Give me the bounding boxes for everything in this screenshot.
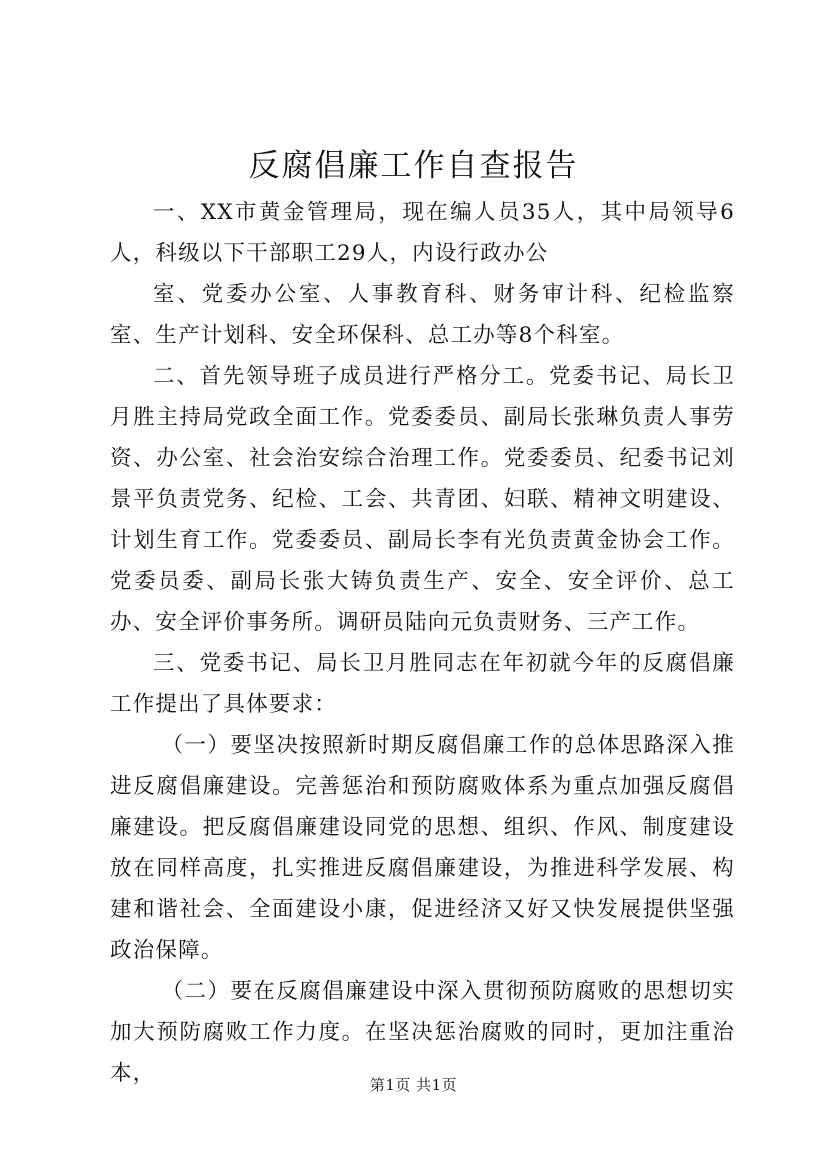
paragraph-4: 三、党委书记、局长卫月胜同志在年初就今年的反腐倡廉工作提出了具体要求： [110,651,735,717]
document-title: 反腐倡廉工作自查报告 [248,148,579,184]
paragraph-6: （二）要在反腐倡廉建设中深入贯彻预防腐败的思想切实加大预防腐败工作力度。在坚决惩治腐败的同时，更加注重治本， [110,979,735,1086]
paragraph-5: （一）要坚决按照新时期反腐倡廉工作的总体思路深入推进反腐倡廉建设。完善惩治和预防腐败体系为重点加强反腐倡廉建设。把反腐倡廉建设同党的思想、组织、作风、制度建设放在同样高度，扎实推进反腐倡廉建设，为推进科学发展、构建和谐社会、全面建设小康，促进经济又好又快发展提供坚强政治保障。 [110,733,735,963]
document-body [110,192,735,1094]
paragraph-1: 一、XX市黄金管理局，现在编人员35人，其中局领导6人，科级以下干部职工29人，内设行政办公 [110,200,735,266]
page-number-footer: 第1页 共1页 [369,1076,458,1094]
paragraph-3: 二、首先领导班子成员进行严格分工。党委书记、局长卫月胜主持局党政全面工作。党委委员、副局长张琳负责人事劳资、办公室、社会治安综合治理工作。党委委员、纪委书记刘景平负责党务、纪检、工会、共青团、妇联、精神文明建设、计划生育工作。党委委员、副局长李有光负责黄金协会工作。党委员委、副局长张大铸负责生产、安全、安全评价、总工办、安全评价事务所。调研员陆向元负责财务、三产工作。 [110,364,735,635]
paragraph-2: 室、党委办公室、人事教育科、财务审计科、纪检监察室、生产计划科、安全环保科、总工办等8个科室。 [110,282,735,348]
